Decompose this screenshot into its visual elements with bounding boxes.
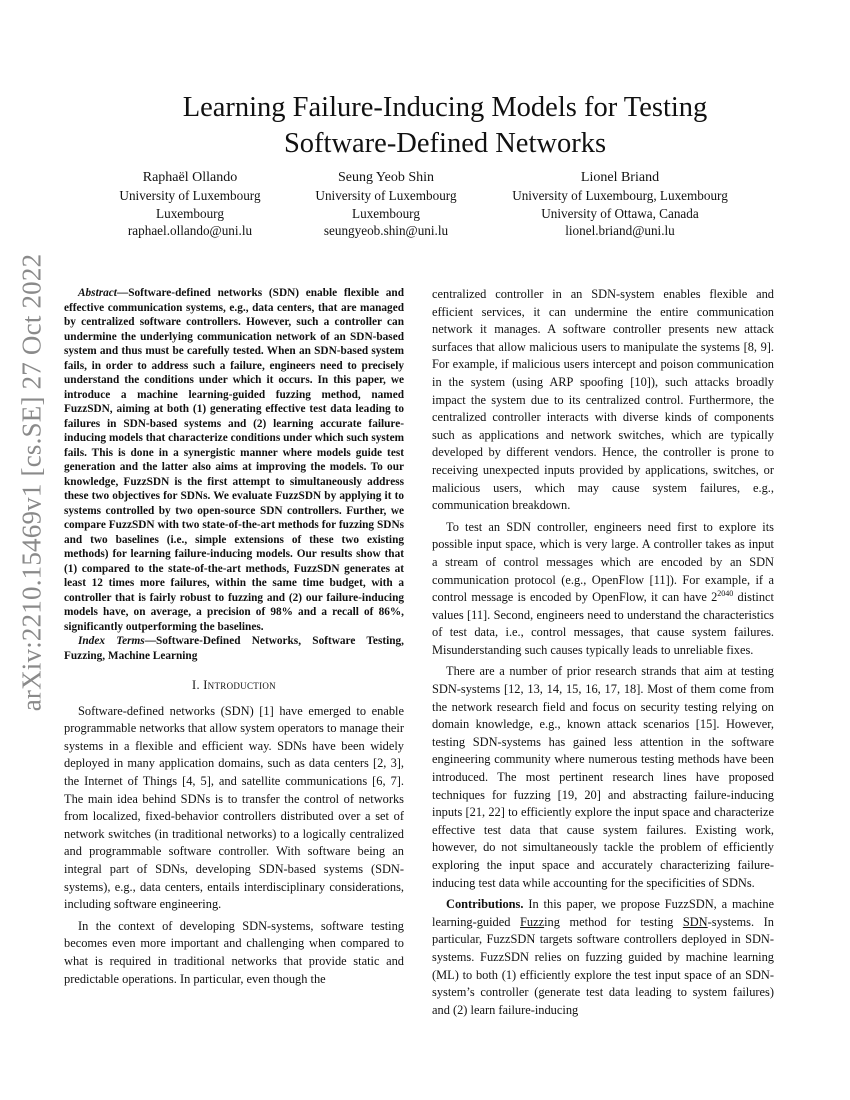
- paragraph-text: -systems. In particular, FuzzSDN targets software controllers deployed in SDN-systems. FuzzSDN relies on fuzzing guided by machine learning (ML) to both (1) efficiently explore the test input space of an SDN-system’s controller (generate test data leading to system failures) and (2) learn failure-inducing: [432, 914, 774, 1017]
- author-location: Luxembourg: [352, 205, 420, 221]
- section-title: Introduction: [203, 678, 276, 692]
- author-affiliation: University of Luxembourg: [119, 188, 261, 203]
- author-location: Luxembourg: [156, 205, 224, 221]
- author-1: [100, 168, 280, 240]
- index-terms-text: —Software-Defined Networks, Software Testing, Fuzzing, Machine Learning: [64, 635, 404, 662]
- paper-title-line-2: Software-Defined Networks: [283, 128, 607, 160]
- index-terms-label: Index Terms: [78, 635, 145, 647]
- author-location: University of Ottawa, Canada: [541, 205, 699, 221]
- section-numeral: I.: [192, 678, 204, 692]
- section-heading-introduction: [64, 677, 404, 695]
- right-column: [432, 286, 774, 1019]
- arxiv-identifier: arXiv:2210.15469v1 [cs.SE] 27 Oct 2022: [16, 253, 47, 711]
- intro-paragraph-4: [432, 519, 774, 660]
- intro-paragraph-3: centralized controller in an SDN-system enables flexible and efficient services, it can undermine the entire communication network it manages. A software controller presents new attack surfaces that allow malicious users to manipulate the systems [8, 9]. For example, if malicious users intercept and poison communication in the system (using ARP spoofing [10]), such attacks broadly impact the system due to its centralized control. Furthermore, the centralized controller interacts with diverse kinds of components such as applications and network switches, which are typically developed by different vendors. Hence, the controller is prone to receiving unexpected inputs provided by applications, switches, or malicious users, which may cause system failures, e.g., communication breakdown.: [432, 287, 774, 513]
- underlined-sdn: SDN: [682, 914, 708, 929]
- paragraph-text: In this paper, we propose FuzzSDN, a machine learning-guided: [432, 897, 774, 929]
- abstract-text: —Software-defined networks (SDN) enable flexible and effective communication systems, e.g., data centers, that are managed by centralized software controllers. However, such a controller can undermine the underlying communication network of an SDN-based system and thus must be carefully tested. When an SDN-based system fails, in order to address such a failure, engineers need to precisely understand the conditions under which it occurs. In this paper, we introduce a machine learning-guided fuzzing method, named FuzzSDN, aiming at both (1) generating effective test data leading to failures in SDN-based systems and (2) learning accurate failure-inducing models that characterize conditions under which such system fails. This is done in a synergistic manner where models guide test generation and the latter also aims at improving the models. To our knowledge, FuzzSDN is the first attempt to simultaneously address these two objectives for SDNs. We evaluate FuzzSDN by applying it to systems controlled by two open-source SDN controllers. Further, we compare FuzzSDN with two state-of-the-art methods for fuzzing SDNs and two baselines (i.e., simple extensions of these two existing methods) for learning failure-inducing models. Our results show that (1) compared to the state-of-the-art methods, FuzzSDN generates at least 12 times more failures, within the same time budget, with a controller that is fairly robust to fuzzing and (2) our failure-inducing models have, on average, a precision of 98% and a recall of 86%, significantly outperforming the baselines.: [64, 287, 404, 633]
- paragraph-text: To test an SDN controller, engineers need first to explore its possible input space, which is very large. A controller takes as input a stream of control messages which are encoded by an SDN communication protocol (e.g., OpenFlow [11]). For example, if a control message is encoded by OpenFlow, it can have 2: [432, 519, 774, 605]
- author-affiliation: University of Luxembourg, Luxembourg: [512, 188, 728, 203]
- paragraph-text: distinct values [11]. Second, engineers need to understand the characteristics of test data, i.e., control messages, that cause system failures. Misunderstanding such causes typically leads to unreliable fixes.: [432, 590, 774, 657]
- paragraph-text: ing method for testing: [544, 914, 683, 929]
- contributions-label: Contributions.: [446, 897, 524, 912]
- abstract-label: Abstract: [78, 287, 117, 299]
- paper-title: [60, 90, 830, 162]
- author-email: raphael.ollando@uni.lu: [127, 223, 253, 238]
- author-name: Lionel Briand: [580, 170, 660, 185]
- abstract: [64, 286, 404, 634]
- index-terms: [64, 634, 404, 663]
- intro-paragraph-5: There are a number of prior research strands that aim at testing SDN-systems [12, 13, 14, 15, 16, 17, 18]. Most of them come from the network research field and focus on security testing relying on domain knowledge, e.g., known attack scenarios [15]. However, testing SDN-systems has gained less attention in the software engineering community where numerous testing methods have been introduced. The most pertinent research lines have proposed techniques for fuzzing [19, 20] and abstracting failure-inducing inputs [21, 22] to efficiently explore the input space and characterize effective test data that cause system failures. Existing work, however, do not simultaneously tackle the problem of efficiently exploring the input space and accurately characterizing failure-inducing test data while accounting for the specificities of SDNs.: [432, 664, 774, 890]
- author-email: lionel.briand@uni.lu: [565, 223, 675, 238]
- intro-paragraph-2: In the context of developing SDN-systems, software testing becomes even more important and challenging when compared to what is required in traditional networks that provide static and predictable operations. In particular, even though the: [64, 918, 404, 986]
- contributions-paragraph: [432, 896, 774, 1019]
- author-email: seungyeob.shin@uni.lu: [323, 223, 449, 238]
- author-3: [500, 168, 740, 240]
- underlined-fuzz: Fuzz: [520, 914, 545, 929]
- author-name: Raphaël Ollando: [142, 170, 238, 185]
- author-2: [296, 168, 476, 240]
- author-affiliation: University of Luxembourg: [315, 188, 457, 203]
- superscript-exponent: 2040: [717, 588, 734, 598]
- left-column: [64, 286, 404, 988]
- intro-paragraph-1: Software-defined networks (SDN) [1] have emerged to enable programmable networks that allow system operators to manage their systems in a flexible and efficient way. SDNs have been widely deployed in many application domains, such as data centers [2, 3], the Internet of Things [4, 5], and satellite communications [6, 7]. The main idea behind SDNs is to transfer the control of networks from localized, fixed-behavior controllers distributed over a set of network switches (in traditional networks) to a logically centralized and programmable software controller. With software being an integral part of SDNs, developing SDN-based systems (SDN-systems), e.g., data centers, entails interdisciplinary considerations, including software engineering.: [64, 703, 404, 912]
- author-name: Seung Yeob Shin: [337, 170, 435, 185]
- arxiv-identifier-stamp: [10, 253, 54, 711]
- paper-title-line-1: Learning Failure-Inducing Models for Testing: [182, 92, 708, 124]
